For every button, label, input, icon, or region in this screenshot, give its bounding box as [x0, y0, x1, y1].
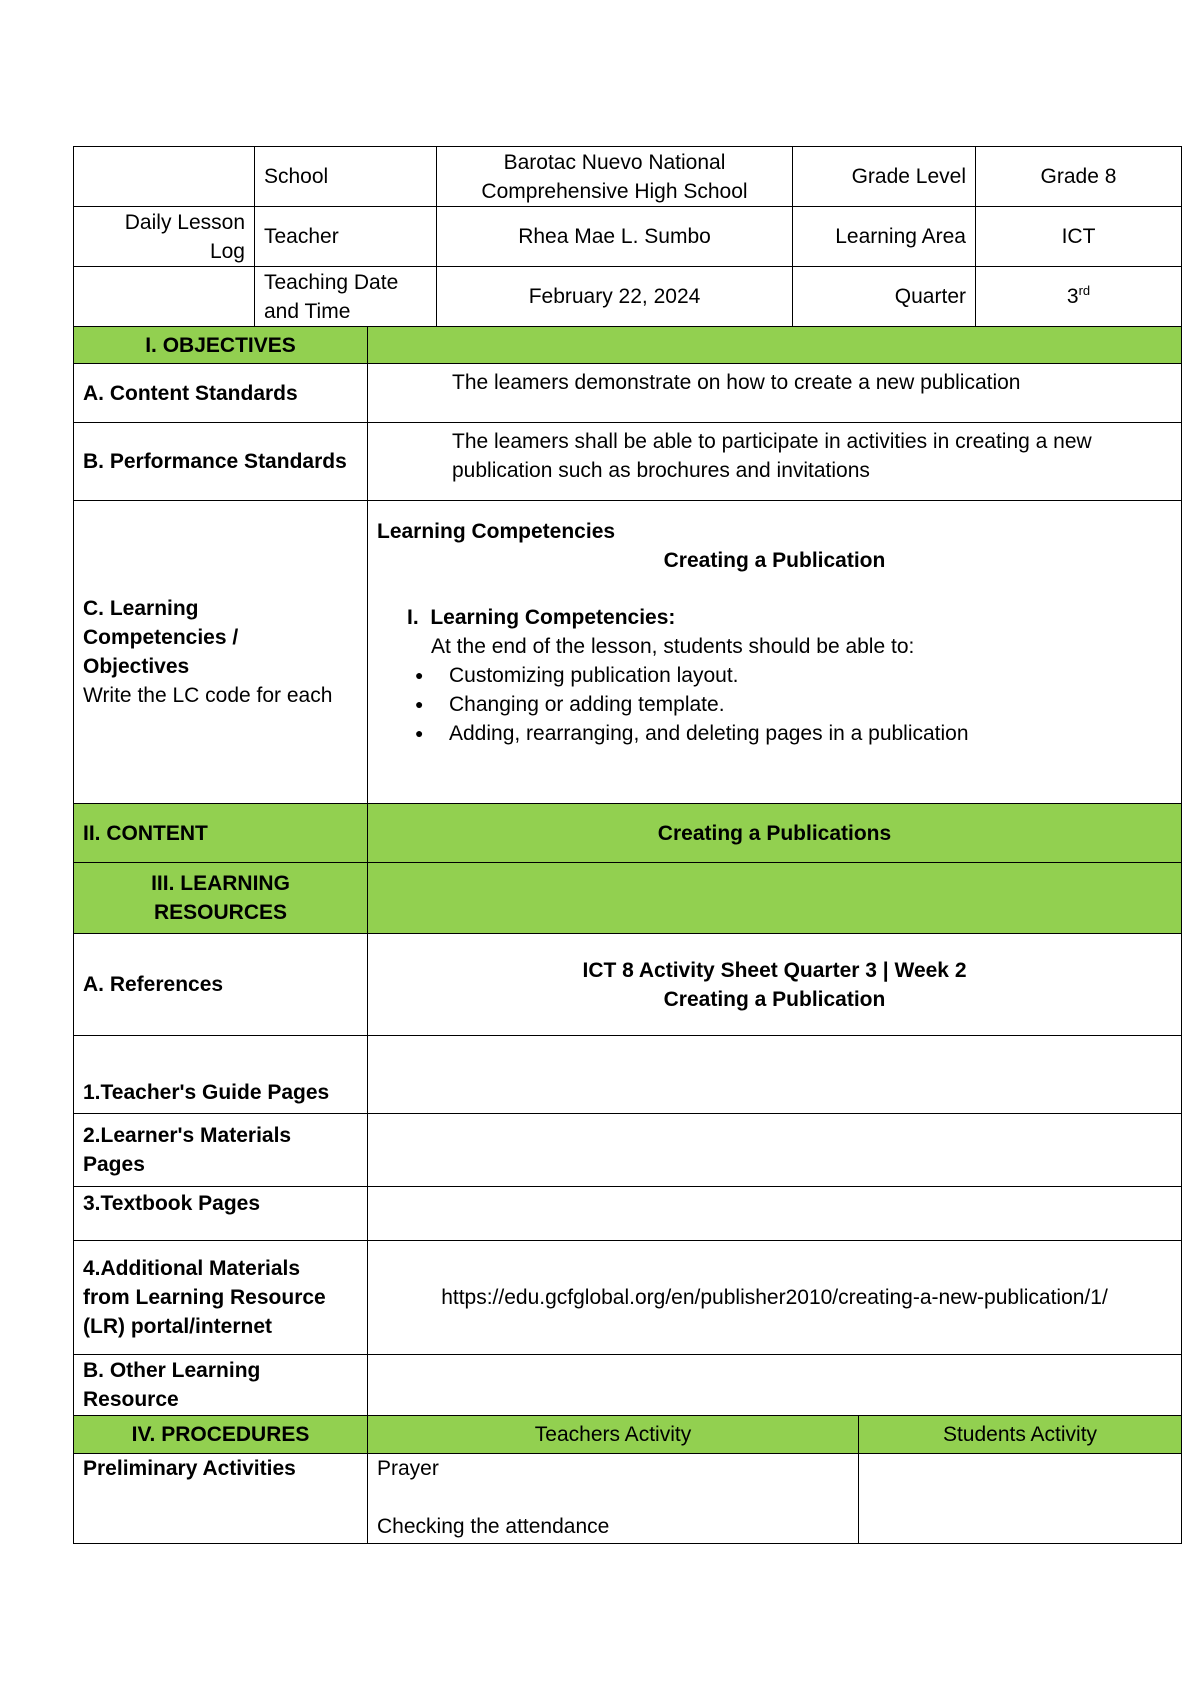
references-value [368, 934, 1182, 1036]
lc-roman-heading [377, 603, 1172, 632]
list-item: ● Customizing publication layout. [377, 661, 1172, 690]
procedures-heading: IV. PROCEDURES [74, 1416, 368, 1454]
learners-materials-label [74, 1114, 368, 1187]
daily-lesson-log-label [74, 207, 255, 267]
lc-intro: At the end of the lesson, students should be able to: [431, 635, 915, 658]
school-label: School [255, 147, 437, 207]
lc-label-line3: Objectives [83, 655, 190, 678]
learning-competencies-label [74, 501, 368, 804]
objectives-heading: I. OBJECTIVES [74, 327, 368, 364]
date-label-line2: and Time [264, 299, 351, 323]
perf-std-line2: publication such as brochures and invitations [452, 459, 870, 482]
grade-level-value: Grade 8 [976, 147, 1182, 207]
performance-standards-label: B. Performance Standards [74, 423, 368, 501]
objectives-heading-blank [368, 327, 1182, 364]
content-standards-value [368, 364, 1182, 423]
lc-roman-numeral: I. [407, 606, 419, 629]
teacher-label: Teacher [255, 207, 437, 267]
teachers-guide-label: 1.Teacher's Guide Pages [74, 1036, 368, 1114]
school-value [437, 147, 793, 207]
dll-label-line2: Log [209, 239, 245, 263]
learners-materials-value [368, 1114, 1182, 1187]
quarter-number: 3 [1066, 285, 1079, 308]
lesson-log-body [73, 326, 1182, 1544]
quarter-suffix: rd [1078, 283, 1091, 298]
am-label-line2: from Learning Resource [83, 1286, 326, 1309]
other-label-line2: Resource [83, 1388, 179, 1411]
textbook-pages-value [368, 1187, 1182, 1241]
dll-label-line1: Daily Lesson [124, 210, 245, 234]
lesson-log-header [73, 146, 1182, 327]
lm-label-line1: 2.Learner's Materials [83, 1124, 292, 1147]
references-line2: Creating a Publication [663, 987, 886, 1011]
teacher-value: Rhea Mae L. Sumbo [437, 207, 793, 267]
learning-resources-blank [368, 863, 1182, 934]
other-learning-resource-value [368, 1355, 1182, 1416]
content-standards-label: A. Content Standards [74, 364, 368, 423]
prelim-item-prayer: Prayer [377, 1457, 439, 1480]
lc-subtitle: Creating a Publication [663, 549, 886, 572]
list-item: ● Changing or adding template. [377, 690, 1172, 719]
header-blank-cell [74, 147, 255, 207]
performance-standards-value [368, 423, 1182, 501]
additional-materials-label [74, 1241, 368, 1355]
am-label-line3: (LR) portal/internet [83, 1315, 272, 1338]
additional-materials-value: https://edu.gcfglobal.org/en/publisher2010/creating-a-new-publication/1/ [368, 1241, 1182, 1355]
preliminary-activities-student [859, 1454, 1182, 1544]
other-label-line1: B. Other Learning [83, 1359, 261, 1382]
learning-area-label: Learning Area [793, 207, 976, 267]
learning-area-value: ICT [976, 207, 1182, 267]
teachers-guide-value [368, 1036, 1182, 1114]
other-learning-resource-label [74, 1355, 368, 1416]
content-value: Creating a Publications [368, 804, 1182, 863]
teaching-date-label [255, 267, 437, 327]
am-label-line1: 4.Additional Materials [83, 1257, 301, 1280]
lc-title: Learning Competencies [377, 520, 616, 543]
references-line1: ICT 8 Activity Sheet Quarter 3 | Week 2 [582, 958, 967, 982]
perf-std-line1: The leamers shall be able to participate in activities in creating a new [452, 430, 1092, 453]
references-label: A. References [74, 934, 368, 1036]
content-standards-text: The leamers demonstrate on how to create a new publication [452, 371, 1021, 394]
lc-roman-text: Learning Competencies: [430, 606, 676, 629]
lm-label-line2: Pages [83, 1153, 145, 1176]
header-blank-cell-2 [74, 267, 255, 327]
learning-competencies-value [368, 501, 1182, 804]
textbook-pages-label: 3.Textbook Pages [74, 1187, 368, 1241]
grade-level-label: Grade Level [793, 147, 976, 207]
lc-label-line2: Competencies / [83, 626, 239, 649]
preliminary-activities-teacher [368, 1454, 859, 1544]
teachers-activity-header: Teachers Activity [368, 1416, 859, 1454]
quarter-value [976, 267, 1182, 327]
preliminary-activities-label: Preliminary Activities [74, 1454, 368, 1544]
school-value-line2: Comprehensive High School [481, 179, 748, 203]
quarter-label: Quarter [793, 267, 976, 327]
lc-label-line1: C. Learning [83, 597, 199, 620]
list-item: ● Adding, rearranging, and deleting pages in a publication [377, 719, 1172, 748]
lc-label-line4: Write the LC code for each [83, 684, 333, 707]
learning-resources-heading: III. LEARNING RESOURCES [74, 863, 368, 934]
school-value-line1: Barotac Nuevo National [503, 150, 726, 174]
teaching-date-value: February 22, 2024 [437, 267, 793, 327]
content-heading: II. CONTENT [74, 804, 368, 863]
date-label-line1: Teaching Date [264, 270, 399, 294]
students-activity-header: Students Activity [859, 1416, 1182, 1454]
prelim-item-attendance: Checking the attendance [377, 1515, 610, 1538]
